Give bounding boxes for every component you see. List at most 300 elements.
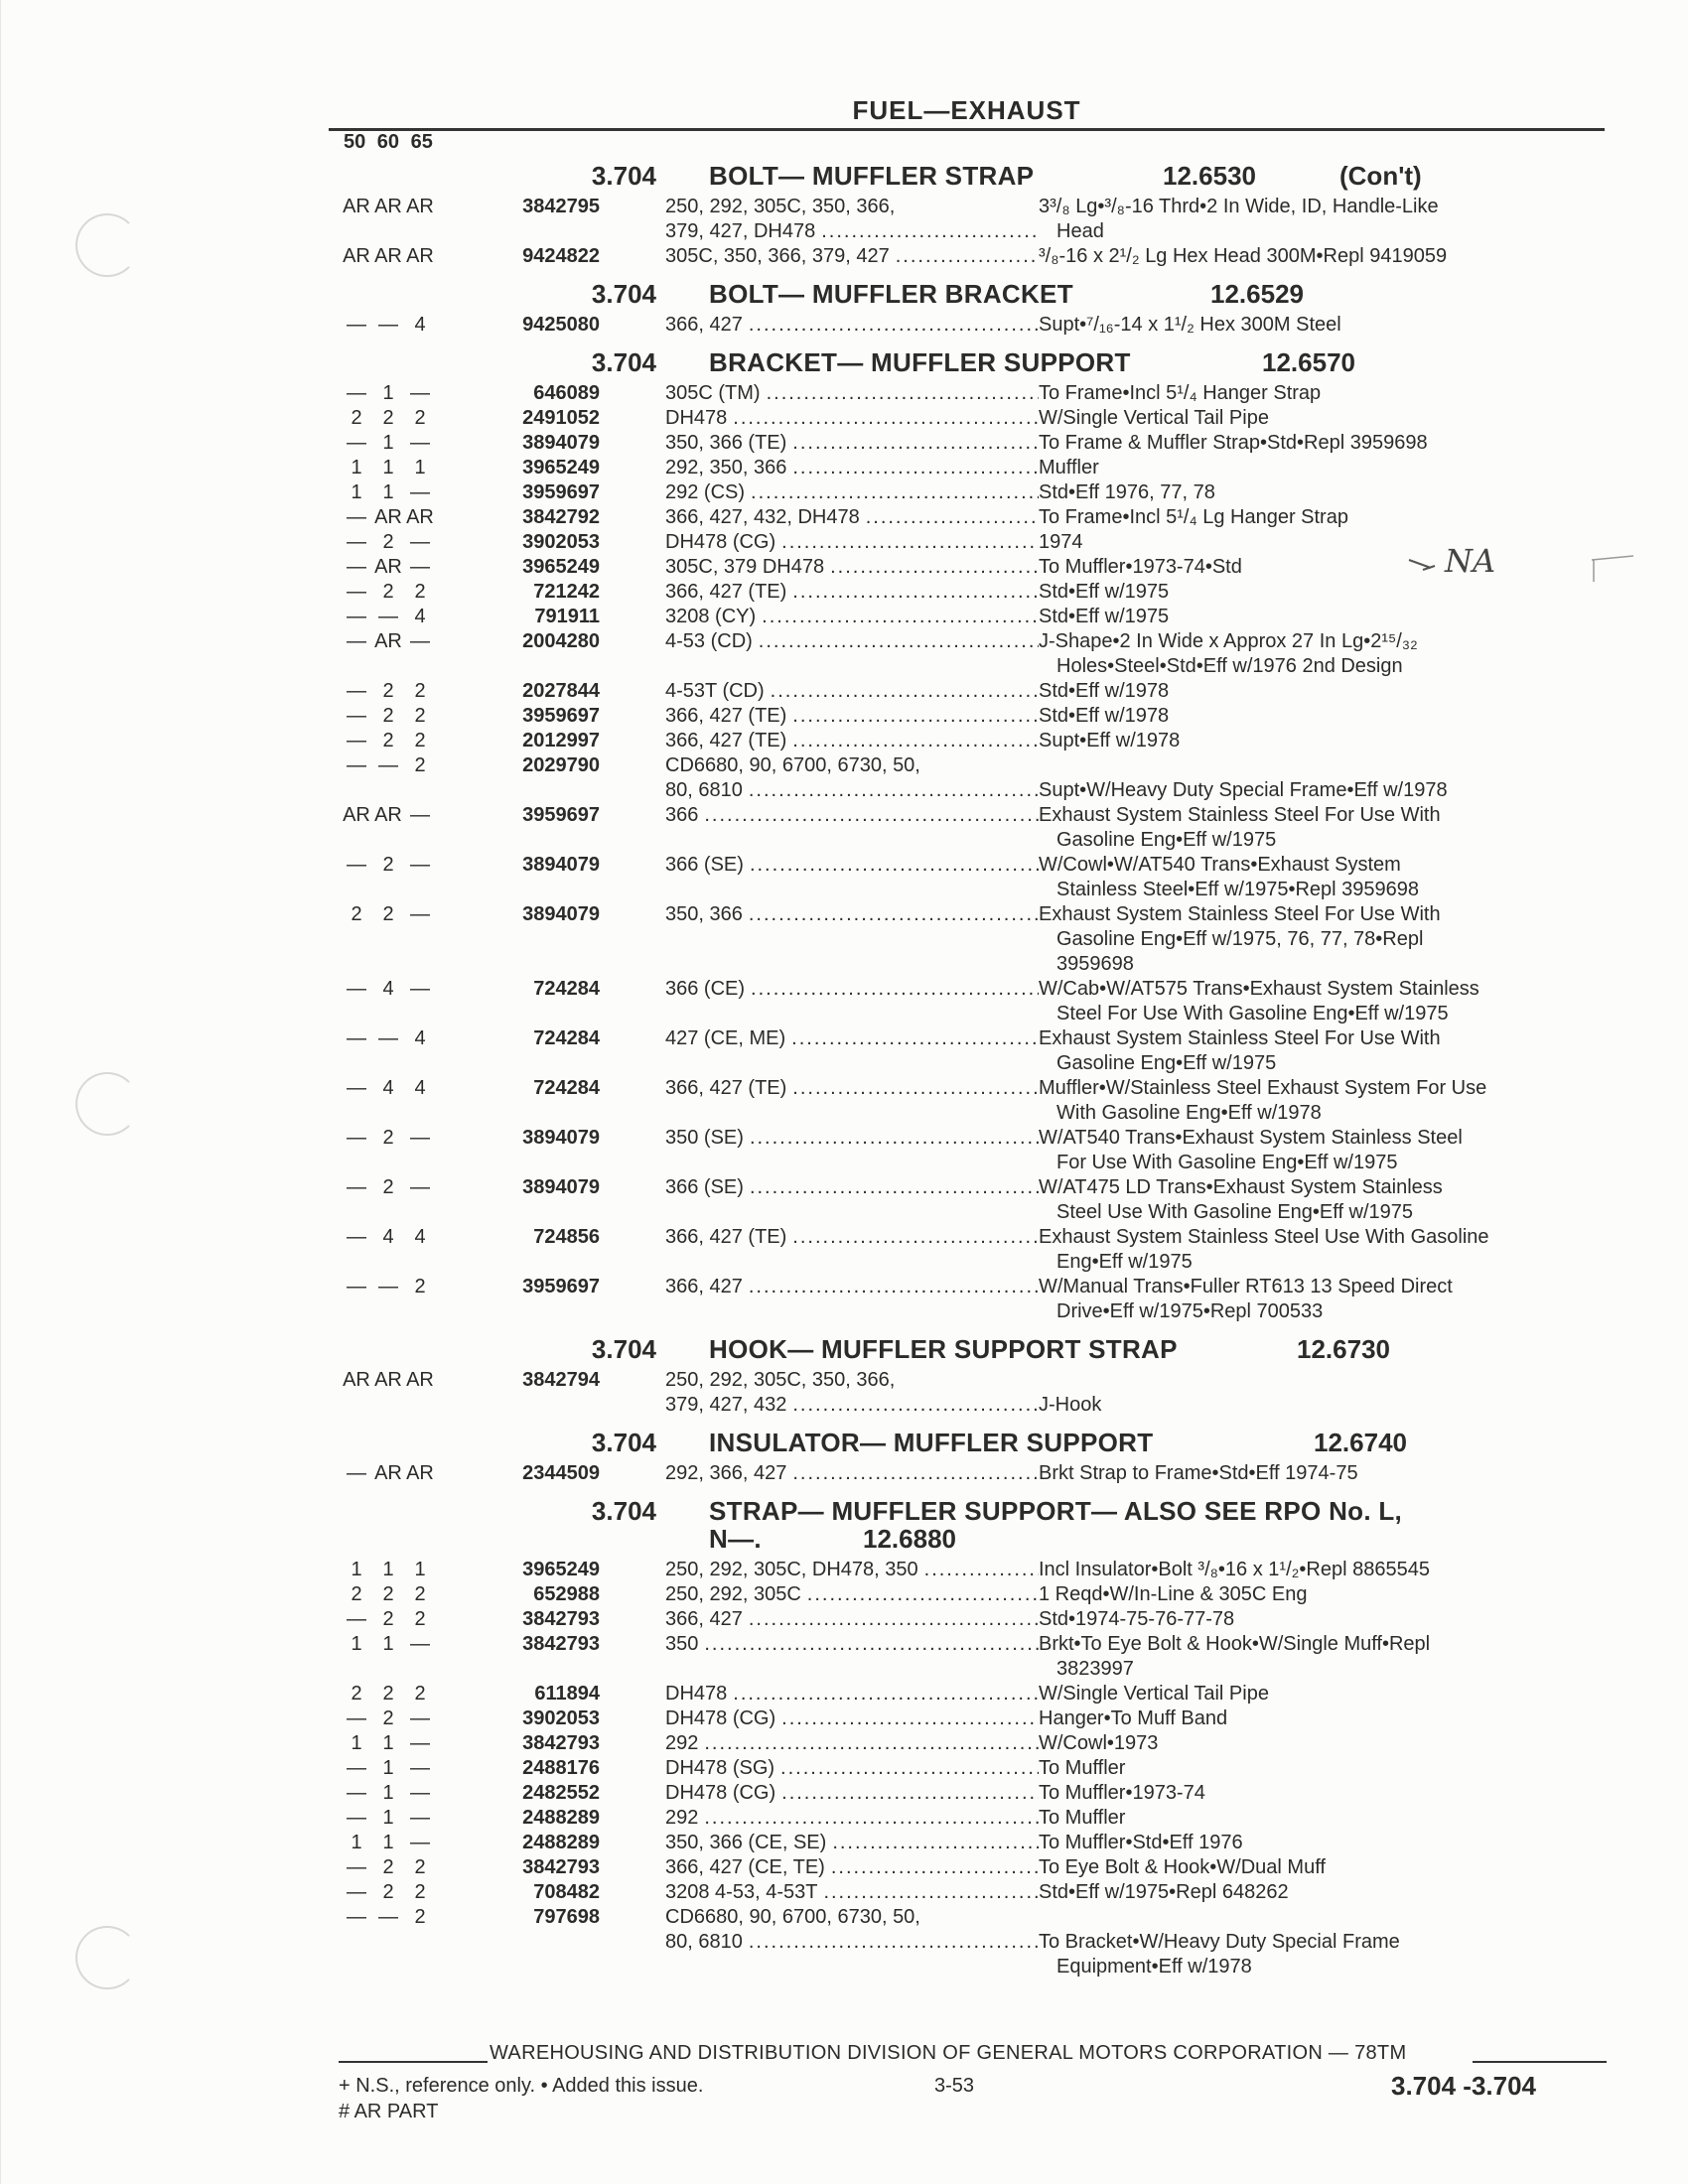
- description: [1039, 505, 1618, 530]
- leader-dots: [704, 1632, 1039, 1657]
- year-qty: —: [410, 978, 430, 1000]
- part-number: 724284: [533, 1077, 600, 1099]
- year-qty: —: [410, 1127, 430, 1149]
- year-qty: 1: [382, 481, 394, 503]
- year-qty: AR: [406, 1369, 434, 1391]
- description: [1039, 853, 1618, 902]
- year-qty: —: [347, 1077, 366, 1099]
- description: [1039, 902, 1618, 977]
- year-qty: 2: [382, 903, 394, 925]
- description-line: [1039, 753, 1618, 778]
- leader-dots: [792, 1225, 1039, 1250]
- description: [1039, 1731, 1618, 1756]
- application-text: 366, 427 (TE): [665, 1226, 787, 1248]
- year-qty: —: [410, 1732, 430, 1754]
- year-qty: 2: [382, 1608, 394, 1630]
- application-text: 366 (SE): [665, 1176, 744, 1198]
- part-number: 3842793: [522, 1856, 600, 1878]
- description-line: Incl Insulator•Bolt ³/₈•16 x 1¹/₂•Repl 8865545: [1039, 1559, 1430, 1580]
- description: [1039, 1632, 1618, 1682]
- application-text: 3208 4-53, 4-53T: [665, 1881, 818, 1903]
- application-text: 4-53T (CD): [665, 680, 765, 702]
- part-number: 721242: [533, 581, 600, 603]
- application: [665, 1275, 1039, 1324]
- leader-dots: [749, 1930, 1039, 1955]
- year-qty: AR: [374, 556, 402, 578]
- application-text: DH478: [665, 1683, 728, 1705]
- year-qty: —: [347, 1757, 366, 1779]
- application-text: 250, 292, 305C, 350, 366,: [665, 196, 896, 217]
- description: [1039, 704, 1618, 729]
- year-qty: 1: [382, 432, 394, 454]
- year-qty: —: [347, 680, 366, 702]
- description-line: To Frame•Incl 5¹/₄ Lg Hanger Strap: [1039, 506, 1348, 528]
- year-qty: 2: [414, 1906, 426, 1928]
- year-qty: 2: [414, 1856, 426, 1878]
- year-qty: —: [347, 1226, 366, 1248]
- year-qty: 2: [382, 1127, 394, 1149]
- part-number: 3959697: [522, 481, 600, 503]
- year-qty: —: [347, 854, 366, 876]
- ar-legend: # AR PART: [339, 2101, 439, 2122]
- leader-dots: [780, 1756, 1039, 1781]
- application-text: 3208 (CY): [665, 606, 757, 627]
- section-number: 3.704: [591, 161, 656, 191]
- application: [665, 1632, 1039, 1682]
- application-text: 350 (SE): [665, 1127, 744, 1149]
- year-qty: —: [410, 1807, 430, 1829]
- part-number: 3902053: [522, 531, 600, 553]
- application: [665, 1806, 1039, 1831]
- description-line: 1974: [1039, 531, 1083, 553]
- year-qty: 2: [351, 903, 362, 925]
- part-row: [329, 1461, 1610, 1486]
- part-number: 3842793: [522, 1608, 600, 1630]
- description-line: Eng•Eff w/1975: [1056, 1251, 1193, 1273]
- part-row: [329, 1368, 1610, 1418]
- description-line: Std•Eff w/1975•Repl 648262: [1039, 1881, 1289, 1903]
- application-text: 350, 366: [665, 903, 743, 925]
- year-qty: 4: [414, 1027, 426, 1049]
- leader-dots: [749, 1275, 1039, 1299]
- section-name: HOOK— MUFFLER SUPPORT STRAP: [709, 1334, 1178, 1364]
- part-number: 2488289: [522, 1832, 600, 1853]
- section-name: BRACKET— MUFFLER SUPPORT: [709, 347, 1131, 377]
- application-text: 366, 427 (TE): [665, 1077, 787, 1099]
- application: [665, 480, 1039, 505]
- description: [1039, 1706, 1618, 1731]
- description: [1039, 1275, 1618, 1324]
- leader-dots: [704, 1731, 1039, 1756]
- year-qty: —: [347, 1906, 366, 1928]
- leader-dots: [830, 555, 1039, 580]
- description: [1039, 803, 1618, 853]
- description: [1039, 530, 1618, 555]
- leader-dots: [831, 1855, 1039, 1880]
- year-qty: AR: [406, 245, 434, 267]
- year-columns-header: 50 60 65: [344, 131, 433, 153]
- leader-dots: [751, 977, 1039, 1002]
- description-line: To Muffler: [1039, 1757, 1126, 1779]
- application: [665, 1706, 1039, 1731]
- application-text: 305C (TM): [665, 382, 761, 404]
- year-qty: 2: [414, 680, 426, 702]
- part-row: [329, 1126, 1610, 1175]
- part-row: [329, 1756, 1610, 1781]
- part-row: [329, 1781, 1610, 1806]
- description: [1039, 580, 1618, 605]
- leader-dots: [781, 530, 1039, 555]
- application: [665, 1781, 1039, 1806]
- part-number: 2344509: [522, 1462, 600, 1484]
- part-row: [329, 853, 1610, 902]
- application: [665, 629, 1039, 679]
- part-number: 724856: [533, 1226, 600, 1248]
- year-qty: —: [378, 1276, 398, 1297]
- year-qty: 2: [382, 1856, 394, 1878]
- application-text: 250, 292, 305C, 350, 366,: [665, 1369, 896, 1391]
- application-text: DH478 (CG): [665, 1707, 776, 1729]
- continued-label: (Con't): [1339, 161, 1422, 191]
- application-text: 292 (CS): [665, 481, 746, 503]
- year-qty: AR: [343, 245, 370, 267]
- part-row: [329, 505, 1610, 530]
- part-number: 3842795: [522, 196, 600, 217]
- part-number: 3842793: [522, 1633, 600, 1655]
- part-number: 3959697: [522, 705, 600, 727]
- description-line: J-Hook: [1039, 1394, 1102, 1416]
- description-line: Head: [1056, 220, 1104, 242]
- year-qty: —: [378, 754, 398, 776]
- year-qty: —: [410, 1176, 430, 1198]
- leader-dots: [781, 1706, 1039, 1731]
- application-text: 292: [665, 1732, 699, 1754]
- description-line: 1 Reqd•W/In-Line & 305C Eng: [1039, 1583, 1308, 1605]
- leader-dots: [866, 505, 1039, 530]
- description: [1039, 431, 1618, 456]
- year-qty: —: [347, 432, 366, 454]
- year-qty: —: [410, 1707, 430, 1729]
- application: [665, 1026, 1039, 1076]
- year-qty: —: [410, 481, 430, 503]
- part-row: [329, 977, 1610, 1026]
- description: [1039, 456, 1618, 480]
- description: [1039, 195, 1618, 244]
- description-line: Exhaust System Stainless Steel Use With Gasoline: [1039, 1226, 1489, 1248]
- year-qty: 2: [351, 1683, 362, 1705]
- year-qty: 1: [382, 1832, 394, 1853]
- application: [665, 1076, 1039, 1126]
- year-qty: 2: [351, 407, 362, 429]
- page-number: 3-53: [934, 2075, 975, 2097]
- application-text: DH478 (CG): [665, 1782, 776, 1804]
- year-qty: —: [347, 1707, 366, 1729]
- year-qty: —: [347, 1881, 366, 1903]
- part-number: 797698: [533, 1906, 600, 1928]
- leader-dots: [749, 778, 1039, 803]
- part-number: 3894079: [522, 903, 600, 925]
- part-row: [329, 1225, 1610, 1275]
- year-qty: —: [347, 382, 366, 404]
- application-text: 292, 350, 366: [665, 457, 787, 478]
- description-line: W/Cowl•W/AT540 Trans•Exhaust System: [1039, 854, 1401, 876]
- application: [665, 555, 1039, 580]
- description-line: W/AT475 LD Trans•Exhaust System Stainless: [1039, 1176, 1443, 1198]
- section-code: 12.6880: [863, 1524, 956, 1554]
- year-qty: —: [410, 804, 430, 826]
- year-qty: AR: [374, 804, 402, 826]
- part-number: 3959697: [522, 804, 600, 826]
- application-text: 305C, 350, 366, 379, 427: [665, 245, 890, 267]
- application: [665, 1880, 1039, 1905]
- part-number: 3959697: [522, 1276, 600, 1297]
- description: [1039, 1756, 1618, 1781]
- part-number: 646089: [533, 382, 600, 404]
- application-text: 292: [665, 1807, 699, 1829]
- application-text: 350, 366 (TE): [665, 432, 787, 454]
- year-qty: —: [378, 606, 398, 627]
- leader-dots: [792, 1461, 1039, 1486]
- part-row: [329, 1582, 1610, 1607]
- leader-dots: [781, 1781, 1039, 1806]
- description-line: Std•Eff w/1975: [1039, 606, 1170, 627]
- punch-hole: [75, 1072, 139, 1136]
- description-line: Muffler: [1039, 457, 1099, 478]
- part-row: [329, 605, 1610, 629]
- leader-dots: [807, 1582, 1039, 1607]
- year-qty: 2: [382, 1583, 394, 1605]
- year-qty: —: [410, 1782, 430, 1804]
- application: [665, 456, 1039, 480]
- year-qty: 2: [414, 1276, 426, 1297]
- description-line: W/Cowl•1973: [1039, 1732, 1159, 1754]
- year-qty: 2: [414, 1608, 426, 1630]
- description-line: [1039, 1368, 1618, 1393]
- description: [1039, 381, 1618, 406]
- description-line: Gasoline Eng•Eff w/1975: [1056, 829, 1277, 851]
- description-line: W/Single Vertical Tail Pipe: [1039, 1683, 1269, 1705]
- application: [665, 313, 1039, 338]
- year-qty: —: [410, 531, 430, 553]
- description-line: Brkt Strap to Frame•Std•Eff 1974-75: [1039, 1462, 1358, 1484]
- header-rule: [329, 128, 1605, 131]
- description-line: Steel For Use With Gasoline Eng•Eff w/1975: [1056, 1003, 1449, 1024]
- part-number: 3894079: [522, 432, 600, 454]
- section-name: INSULATOR— MUFFLER SUPPORT: [709, 1428, 1154, 1457]
- year-qty: —: [347, 978, 366, 1000]
- description-line: W/AT540 Trans•Exhaust System Stainless Steel: [1039, 1127, 1463, 1149]
- description-line: Supt•⁷/₁₆-14 x 1¹/₂ Hex 300M Steel: [1039, 314, 1341, 336]
- year-qty: 4: [414, 606, 426, 627]
- footer-rule: [339, 2061, 488, 2063]
- part-number: 3965249: [522, 556, 600, 578]
- part-row: [329, 381, 1610, 406]
- application: [665, 406, 1039, 431]
- leader-dots: [924, 1558, 1039, 1582]
- year-qty: AR: [343, 1369, 370, 1391]
- description-line: Std•Eff w/1978: [1039, 680, 1170, 702]
- application-text: 366, 427: [665, 1608, 743, 1630]
- part-row: [329, 1880, 1610, 1905]
- description: [1039, 1781, 1618, 1806]
- description-line: W/Manual Trans•Fuller RT613 13 Speed Direct: [1039, 1276, 1453, 1297]
- application: [665, 1682, 1039, 1706]
- year-qty: 2: [382, 407, 394, 429]
- year-qty: 1: [382, 1559, 394, 1580]
- part-row: [329, 753, 1610, 803]
- application: [665, 729, 1039, 753]
- section-header: [329, 1492, 1610, 1558]
- parts-listing: [329, 157, 1610, 1985]
- description: [1039, 1175, 1618, 1225]
- part-row: [329, 902, 1610, 977]
- description: [1039, 1831, 1618, 1855]
- section-header: [329, 1330, 1610, 1368]
- year-qty: —: [410, 1757, 430, 1779]
- year-qty: —: [378, 1906, 398, 1928]
- leader-dots: [767, 381, 1039, 406]
- application: [665, 195, 1039, 244]
- part-number: 3842792: [522, 506, 600, 528]
- application-text: 80, 6810: [665, 779, 743, 801]
- year-qty: —: [347, 1027, 366, 1049]
- leader-dots: [821, 219, 1039, 244]
- year-qty: AR: [343, 196, 370, 217]
- section-number: 3.704: [591, 1428, 656, 1457]
- year-qty: —: [347, 581, 366, 603]
- leader-dots: [750, 853, 1039, 878]
- leader-dots: [823, 1880, 1039, 1905]
- description-line: To Muffler•Std•Eff 1976: [1039, 1832, 1243, 1853]
- part-row: [329, 629, 1610, 679]
- description-line: To Muffler: [1039, 1807, 1126, 1829]
- leader-dots: [792, 456, 1039, 480]
- application-text: 80, 6810: [665, 1931, 743, 1953]
- leader-dots: [733, 1682, 1039, 1706]
- description-line: Std•1974-75-76-77-78: [1039, 1608, 1235, 1630]
- year-qty: 2: [414, 581, 426, 603]
- application-text: 366, 427 (TE): [665, 581, 787, 603]
- year-qty: 2: [414, 407, 426, 429]
- application: [665, 977, 1039, 1026]
- year-qty: 2: [382, 1683, 394, 1705]
- year-qty: 2: [382, 1881, 394, 1903]
- year-qty: 4: [414, 314, 426, 336]
- application: [665, 853, 1039, 902]
- description: [1039, 313, 1618, 338]
- description: [1039, 1855, 1618, 1880]
- description: [1039, 1225, 1618, 1275]
- leader-dots: [791, 1026, 1039, 1051]
- page-title: FUEL—EXHAUST: [852, 95, 1081, 125]
- section-header: [329, 275, 1610, 313]
- section-code: 12.6529: [1210, 279, 1304, 309]
- description: [1039, 1461, 1618, 1486]
- description-line: Brkt•To Eye Bolt & Hook•W/Single Muff•Repl: [1039, 1633, 1431, 1655]
- year-qty: —: [347, 606, 366, 627]
- year-qty: AR: [374, 1369, 402, 1391]
- year-qty: AR: [406, 506, 434, 528]
- description: [1039, 729, 1618, 753]
- part-number: 2488176: [522, 1757, 600, 1779]
- application-text: 305C, 379 DH478: [665, 556, 825, 578]
- part-row: [329, 1175, 1610, 1225]
- year-qty: 2: [414, 730, 426, 751]
- part-number: 611894: [534, 1683, 600, 1705]
- leader-dots: [792, 431, 1039, 456]
- description: [1039, 1026, 1618, 1076]
- description-line: Hanger•To Muff Band: [1039, 1707, 1228, 1729]
- year-qty: —: [347, 630, 366, 652]
- corner-mark: [1588, 554, 1637, 584]
- application-text: 366: [665, 804, 699, 826]
- leader-dots: [792, 1076, 1039, 1101]
- description-line: Stainless Steel•Eff w/1975•Repl 3959698: [1056, 879, 1419, 900]
- application-text: 366, 427 (TE): [665, 705, 787, 727]
- part-row: [329, 1905, 1610, 1979]
- description-line: Equipment•Eff w/1978: [1056, 1956, 1252, 1978]
- year-qty: —: [347, 314, 366, 336]
- application: [665, 1831, 1039, 1855]
- punch-hole: [75, 1926, 139, 1989]
- application-text: 250, 292, 305C, DH478, 350: [665, 1559, 918, 1580]
- description: [1039, 605, 1618, 629]
- year-qty: AR: [374, 1462, 402, 1484]
- footer-division: WAREHOUSING AND DISTRIBUTION DIVISION OF GENERAL MOTORS CORPORATION — 78TM: [490, 2042, 1407, 2064]
- application: [665, 1756, 1039, 1781]
- year-qty: 2: [382, 1707, 394, 1729]
- description-line: To Frame & Muffler Strap•Std•Repl 3959698: [1039, 432, 1428, 454]
- section-number: 3.704: [591, 1334, 656, 1364]
- section-code: 12.6740: [1314, 1428, 1407, 1457]
- application: [665, 902, 1039, 977]
- description-line: Std•Eff w/1975: [1039, 581, 1170, 603]
- application: [665, 1368, 1039, 1418]
- part-number: 3902053: [522, 1707, 600, 1729]
- section-code: 12.6530: [1163, 161, 1256, 191]
- part-number: 3965249: [522, 457, 600, 478]
- year-qty: 2: [382, 531, 394, 553]
- description-line: Drive•Eff w/1975•Repl 700533: [1056, 1300, 1324, 1322]
- leader-dots: [704, 1806, 1039, 1831]
- part-row: [329, 1855, 1610, 1880]
- year-qty: 4: [414, 1226, 426, 1248]
- part-number: 724284: [533, 1027, 600, 1049]
- part-number: 3894079: [522, 1127, 600, 1149]
- description: [1039, 1582, 1618, 1607]
- year-qty: 2: [414, 1583, 426, 1605]
- footer-legend: + N.S., reference only. • Added this issue.: [339, 2075, 704, 2097]
- application: [665, 1461, 1039, 1486]
- part-row: [329, 1607, 1610, 1632]
- description: [1039, 1905, 1618, 1979]
- section-header: [329, 157, 1610, 195]
- year-qty: —: [347, 1856, 366, 1878]
- year-qty: 2: [414, 1683, 426, 1705]
- year-qty: —: [347, 506, 366, 528]
- section-number: 3.704: [591, 279, 656, 309]
- section-header: [329, 343, 1610, 381]
- footer-rule: [1473, 2061, 1607, 2063]
- year-qty: 1: [351, 1732, 362, 1754]
- leader-dots: [792, 729, 1039, 753]
- description-line: Holes•Steel•Std•Eff w/1976 2nd Design: [1056, 655, 1403, 677]
- year-qty: —: [347, 754, 366, 776]
- part-row: [329, 1682, 1610, 1706]
- year-qty: 2: [382, 680, 394, 702]
- part-row: [329, 1831, 1610, 1855]
- year-qty: —: [347, 1176, 366, 1198]
